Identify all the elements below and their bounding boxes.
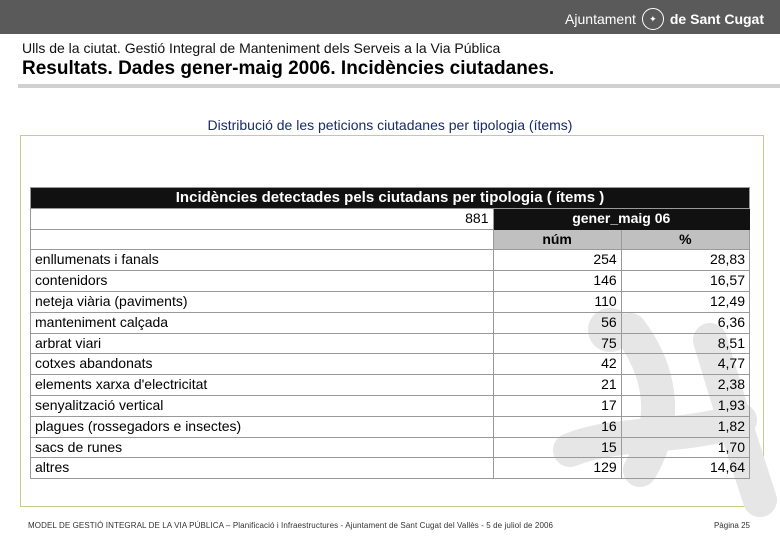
city-seal-icon: ✦ [642,8,664,30]
table-row [31,333,750,354]
count-cell: 75 [493,333,621,354]
blank-header-cell [31,229,494,250]
column-header-pct: % [621,229,749,250]
percent-cell: 28,83 [621,250,749,271]
percent-cell: 8,51 [621,333,749,354]
top-banner [0,0,780,34]
count-cell: 129 [493,458,621,479]
percent-cell: 12,49 [621,291,749,312]
total-cell: 881 [31,208,494,229]
brand-right-text: de Sant Cugat [669,11,764,27]
table-row [31,416,750,437]
table-row [31,354,750,375]
page-number: Pàgina 25 [713,521,750,530]
table-row [31,375,750,396]
count-cell: 56 [493,312,621,333]
count-cell: 146 [493,271,621,292]
column-header-num: núm [493,229,621,250]
brand-left-text: Ajuntament [565,11,636,27]
count-cell: 17 [493,395,621,416]
count-cell: 254 [493,250,621,271]
percent-cell: 2,38 [621,375,749,396]
category-cell: contenidors [31,271,494,292]
table-row [31,458,750,479]
category-cell: enllumenats i fanals [31,250,494,271]
footer-text: MODEL DE GESTIÓ INTEGRAL DE LA VIA PÚBLICA – Planificació i Infraestructures - Ajuntament de Sant Cugat del Vallès - 5 de juliol de 2006 [28,521,554,530]
page-subtitle: Ulls de la ciutat. Gestió Integral de Manteniment dels Serveis a la Via Pública [22,40,501,56]
table-caption: Incidències detectades pels ciutadans per tipologia ( ítems ) [31,188,750,209]
count-cell: 21 [493,375,621,396]
title-divider [18,84,780,88]
count-cell: 15 [493,437,621,458]
table-row [31,271,750,292]
percent-cell: 4,77 [621,354,749,375]
table-row [31,437,750,458]
percent-cell: 14,64 [621,458,749,479]
table-row [31,250,750,271]
category-cell: altres [31,458,494,479]
brand-logo [565,8,764,30]
count-cell: 16 [493,416,621,437]
category-cell: senyalització vertical [31,395,494,416]
table-column-header-row [31,229,750,250]
category-cell: arbrat viari [31,333,494,354]
percent-cell: 6,36 [621,312,749,333]
percent-cell: 1,82 [621,416,749,437]
category-cell: plagues (rossegadors e insectes) [31,416,494,437]
percent-cell: 1,93 [621,395,749,416]
incidents-table [30,187,750,479]
category-cell: sacs de runes [31,437,494,458]
percent-cell: 1,70 [621,437,749,458]
table-period-row [31,208,750,229]
percent-cell: 16,57 [621,271,749,292]
page-title: Resultats. Dades gener-maig 2006. Incidències ciutadanes. [22,58,555,79]
count-cell: 42 [493,354,621,375]
count-cell: 110 [493,291,621,312]
table-row [31,291,750,312]
period-cell: gener_maig 06 [493,208,750,229]
category-cell: neteja viària (paviments) [31,291,494,312]
category-cell: manteniment calçada [31,312,494,333]
table-caption-row [31,188,750,209]
figure-title: Distribució de les peticions ciutadanes per tipologia (ítems) [207,117,573,133]
table-row [31,312,750,333]
table-row [31,395,750,416]
category-cell: cotxes abandonats [31,354,494,375]
category-cell: elements xarxa d'electricitat [31,375,494,396]
